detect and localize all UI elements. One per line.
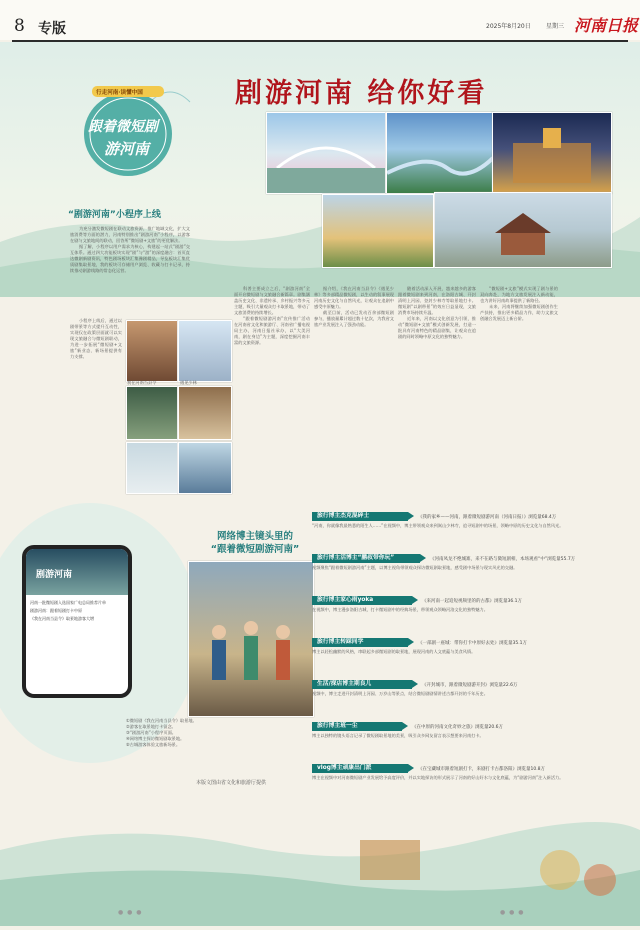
registration-mark-right: ● ● ● [500, 909, 525, 916]
campaign-badge [82, 82, 174, 182]
night-street-illustration [493, 113, 611, 193]
drama-photo-1 [126, 320, 178, 382]
registration-mark-left: ● ● ● [118, 909, 143, 916]
blogger-name-bar: 旅行博主家心雨yoka [312, 596, 412, 605]
drama-photo-6 [178, 442, 232, 494]
blogger-quote: 《在宝藏城市跟着短剧打卡，来剧打卡古都洛阳》浏览量10.8万 [418, 767, 546, 772]
left-article-top [70, 226, 190, 318]
right-paragraph-1: 随着活动深入开展，越来越多的游客跟着微短剧来到河南，在洛阳古城、开封清明上河园、登封少林寺等取景地打卡。微短剧“以剧带景”的效应日益显现，文旅消费市场持续升温。 [398, 286, 476, 315]
middle-paragraph-2: “跟着微短剧游河南”宣传推广活动在河南省文化和旅游厅、河南省广播电视局主办，河南日报社承办，以“大美河南，剧在身边”为主题，深度挖掘河南丰富的文旅资源。 [234, 316, 310, 345]
badge-line1: 跟着微短剧 [88, 119, 158, 135]
blogger-quote: 《我的家乡——河南，跟着微短剧游河南（河南日报）》浏览量68.4万 [418, 515, 557, 520]
middle-paragraph-4: 截至目前，活动已发动百余部微短剧参与，播放量累计超过数十亿次，为我省文旅产业发展注入了强劲动能。 [314, 310, 394, 327]
blogger-quote: 《开封城市，跟着微短剧游开封》浏览量22.6万 [422, 683, 518, 688]
middle-column-1 [234, 286, 310, 492]
drama-photo-4 [178, 386, 232, 440]
phone-caption-a: ①微短剧《我在河南当县令》取景地。 [126, 718, 197, 723]
photo-caption-2: 遇见少林 [180, 380, 197, 385]
headline: 剧游河南 给你好看 [235, 78, 488, 109]
right-paragraph-4: 未来，河南将继续加强微短剧创作生产扶持，推出更多精品力作，助力文旅文创融合发展迈上新台阶。 [480, 304, 558, 321]
page-number: 8 [14, 16, 25, 36]
hero-photo-bridge [266, 112, 386, 194]
blogger-body: 博主以轻松幽默的风格，串联起多部微短剧的取景地，展现河南的人文底蕴与美食风情。 [312, 649, 476, 654]
drama-photo-2 [178, 320, 232, 382]
blogger-name-bar: vlog博主顽康出门派 [312, 764, 408, 773]
hero-photo-temple [434, 192, 612, 268]
right-paragraph-2: 近年来，河南以文化创意为引领，推动“微短剧+文旅”模式创新发展，打造一批具有河南特色的精品剧集，让观众在追剧的同时领略中原文化的独特魅力。 [398, 316, 476, 339]
middle-paragraph-1: 科普主要成立之后，“剧游河南”全面开启微短剧与文旅融合新篇章。剧集涵盖历史文化、非遗传承、乡村振兴等多元主题，吸引大量观众打卡取景地，带动了文旅消费的持续增长。 [234, 286, 310, 315]
blogger-body: 博主在视频中对河南微短剧产业发展给予高度评价，并以实地探访的形式展示了河南的好山好水与文化底蕴，为“剧游河南”注入新活力。 [312, 775, 564, 780]
footer-landscape [0, 810, 640, 926]
phone-caption-c: ③“剧游河南”小程序页面。 [126, 730, 176, 735]
drama-photo-5 [126, 442, 178, 494]
blogger-body: 视频聚焦“跟着微短剧游河南”主题，以博主视角带领观众探访微短剧取景地，感受剧中场景与现实风光的交融。 [312, 565, 518, 570]
blogger-body: 在视频中，博主漫步洛阳古城，打卡微短剧中的经典场景，带领观众领略河洛文化的独特魅力。 [312, 607, 488, 612]
badge-line2: 游河南 [104, 140, 150, 158]
left-article-bottom [70, 318, 122, 490]
section-name: 专版 [38, 21, 66, 37]
left-paragraph-1: 为充分激发微短剧在联动文旅资源，推广地域文化，扩大文旅消费等方面的潜力，河南特别推出“剧游河南”小程序，以游客在剧与文旅地间的联动，回答所“微短剧+文旅”的更优解法。 [70, 226, 190, 243]
right-column-2 [480, 286, 558, 492]
photo-caption-1: 我在河南当县令 [127, 380, 157, 385]
footer-illustration [0, 810, 640, 926]
blogger-body: “河南，你就像我最熟悉的陌生人……”在视频中，博主带领观众来到嵩山少林寺，追寻短剧中的场景，领略中原的历史文化与自然风光。 [312, 523, 564, 528]
phone-caption-b: ②游客在取景地打卡留念。 [126, 724, 176, 729]
blogger-quote: 《河南凤龙不绝城寨，来不在路与微短剧相，本场观看“中”浏览量55.7万 [430, 557, 576, 562]
blogger-quote: 《一部剧一座城：带你打卡中原好去处》浏览量35.1万 [418, 641, 528, 646]
phone-mockup [22, 545, 132, 698]
blogger-name-bar: 旅行博主班一尘 [312, 722, 402, 731]
issue-weekday: 星期三 [546, 23, 565, 30]
issue-date: 2025年8月20日 [486, 23, 531, 30]
blogger-quote: 《来河南一起追短视频里的的古都》浏览量36.1万 [422, 599, 523, 604]
phone-screen-banner: 剧游河南 [26, 549, 128, 595]
blogger-quote: 《在中原的河南文化奇妙之旅》浏览量20.6万 [412, 725, 504, 730]
phone-captions [126, 718, 312, 748]
middle-column-2 [314, 286, 394, 492]
river-illustration [387, 113, 493, 193]
hero-photo-pagoda [322, 194, 434, 268]
middle-paragraph-3: 据介绍，《我在河南当县令》《遇见少林》等多部精品微短剧，以生动的叙事展现河南历史文化与自然风光，让观众在追剧中感受中原魅力。 [314, 286, 394, 309]
left-paragraph-3: 小程序上线后，通过以剧带景等方式提升互动性，实现仅在政策层面就可以实现文旅融合与微短剧联动，为进一步拓展“微短剧+文旅”新业态、新场景提供有力支撑。 [70, 318, 122, 359]
right-column-1 [398, 286, 476, 492]
phone-caption-d: ④网络博主探访微短剧取景地。 [126, 736, 185, 741]
blogger-body: 视频中，博主走进开封清明上河园、万岁山等景点，结合微短剧剧情讲述古都开封的千年历史。 [312, 691, 488, 696]
left-paragraph-2: 据了解，小程序以用户需求为核心，构建起一站式“剧游”交互体系。通过四大功能板块实现“剧”与“游”的深度融合：首页直达微剧新剧资讯，特色剧场板块汇集豫剧精品，导览板块汇集优质剧集取景地，我的板块可存储用户浏览、收藏与打卡记录，持续推动剧游线路的常态化运营。 [70, 244, 190, 273]
bloggers-illustration [189, 562, 313, 716]
blogger-name-bar: 旅行博主杰克混碎士 [312, 512, 408, 521]
badge-top-text: 行走河南·读懂中国 [96, 90, 143, 96]
hero-photo-river [386, 112, 494, 194]
blogger-name-bar: 旅行博主活博主“鹏叔带你玩” [312, 554, 420, 563]
right-paragraph-3: “微短剧+文旅”模式实现了剧与景的双向奔赴，为地方文旅发展注入新动能，也为讲好河南故事提供了新路径。 [480, 286, 558, 303]
phone-section-title: “跟着微短剧游河南” [210, 544, 300, 555]
drama-photo-3 [126, 386, 178, 440]
phone-list-item-1[interactable]: 河南一批微短剧入选国家广电总局推荐片单 [30, 600, 106, 605]
page-header [0, 0, 640, 40]
blogger-list [312, 512, 618, 807]
blogger-name-bar: 旅行博主转踩同学 [312, 638, 408, 647]
phone-list-item-2[interactable]: 剧游河南：跟着短剧打卡中原 [30, 608, 82, 613]
hero-photo-night-street [492, 112, 612, 194]
phone-caption-e: ⑤古城游客体验文旅新场景。 [126, 742, 181, 747]
blogger-name-bar: 生活/探店博主期良儿 [312, 680, 412, 689]
blogger-body: 博主以独特的镜头语言记录了微短剧取景地的美景，吸引众多网友留言表示想要来河南打卡。 [312, 733, 484, 738]
newspaper-logo: 河南日报 [574, 16, 639, 35]
temple-illustration [435, 193, 611, 267]
phone-list-item-3[interactable]: 《我在河南当县令》取景地游客大增 [30, 616, 94, 621]
phone-section-label: 网络博主镜头里的 [216, 531, 293, 542]
left-subtitle: “剧游河南”小程序上线 [68, 210, 161, 220]
phone-section-heading [190, 530, 320, 556]
bridge-illustration [267, 113, 385, 193]
bloggers-group-photo [188, 561, 314, 717]
photo-credit: 本版文图由省文化和旅游厅提供 [196, 780, 267, 786]
